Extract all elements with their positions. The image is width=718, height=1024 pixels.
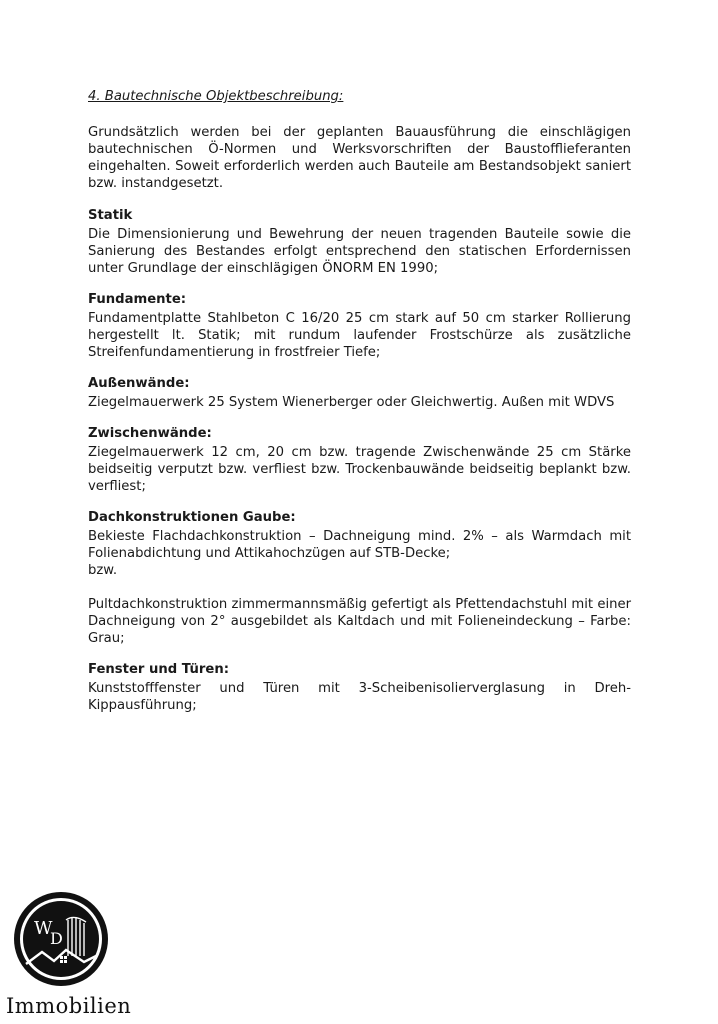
logo-monogram-d: D — [50, 929, 63, 948]
logo-monogram-w: W — [34, 918, 53, 939]
paragraph-gap — [88, 579, 631, 596]
section-fenster — [88, 661, 631, 714]
section-title-dach: Dachkonstruktionen Gaube: — [88, 510, 296, 525]
section-text-zwischenwaende: Ziegelmauerwerk 12 cm, 20 cm bzw. tragende Zwischenwände 25 cm Stärke beidseitig verputzt bzw. verfliest bzw. Trockenbauwände beidseitig beplankt bzw. verfliest; — [88, 445, 631, 494]
section-heading: 4. Bautechnische Objektbeschreibung: — [88, 89, 344, 104]
section-aussenwaende — [88, 375, 631, 411]
logo-wordmark: Immobilien — [6, 994, 132, 1018]
section-text-fenster: Kunststofffenster und Türen mit 3-Scheibenisolierverglasung in Dreh-Kippausführung; — [88, 681, 631, 713]
section-fundamente — [88, 291, 631, 361]
section-title-fenster: Fenster und Türen: — [88, 662, 230, 677]
section-title-fundamente: Fundamente: — [88, 292, 187, 307]
company-logo — [6, 890, 156, 1024]
section-dach — [88, 509, 631, 647]
section-statik — [88, 207, 631, 277]
section-text-statik: Die Dimensionierung und Bewehrung der neuen tragenden Bauteile sowie die Sanierung des Bestandes erfolgt entsprechend den statischen Erfordernissen unter Grundlage der einschlägigen ÖNORM EN 1990; — [88, 227, 631, 276]
intro-paragraph: Grundsätzlich werden bei der geplanten Bauausführung die einschlägigen bautechnischen Ö-Normen und Werksvorschriften der Baustofflieferanten eingehalten. Soweit erforderlich werden auch Bauteile am Bestandsobjekt saniert bzw. instandgesetzt. — [88, 125, 631, 191]
section-zwischenwaende — [88, 425, 631, 495]
section-text-dach-1: Bekieste Flachdachkonstruktion – Dachneigung mind. 2% – als Warmdach mit Folienabdichtung und Attikahochzügen auf STB-Decke; — [88, 529, 631, 561]
section-text-fundamente: Fundamentplatte Stahlbeton C 16/20 25 cm stark auf 50 cm starker Rollierung hergestellt lt. Statik; mit rundum laufender Frostschürze als zusätzliche Streifenfundamentierung in frostfreier Tiefe; — [88, 311, 631, 360]
section-title-statik: Statik — [88, 208, 133, 223]
section-title-aussenwaende: Außenwände: — [88, 376, 190, 391]
section-text-aussenwaende: Ziegelmauerwerk 25 System Wienerberger oder Gleichwertig. Außen mit WDVS — [88, 395, 615, 410]
document-page — [88, 88, 631, 728]
logo-emblem-icon — [12, 890, 110, 988]
section-text-dach-3: Pultdachkonstruktion zimmermannsmäßig gefertigt als Pfettendachstuhl mit einer Dachneigung von 2° ausgebildet als Kaltdach und mit Folieneindeckung – Farbe: Grau; — [88, 597, 631, 646]
section-text-dach-2: bzw. — [88, 563, 118, 578]
section-title-zwischenwaende: Zwischenwände: — [88, 426, 212, 441]
